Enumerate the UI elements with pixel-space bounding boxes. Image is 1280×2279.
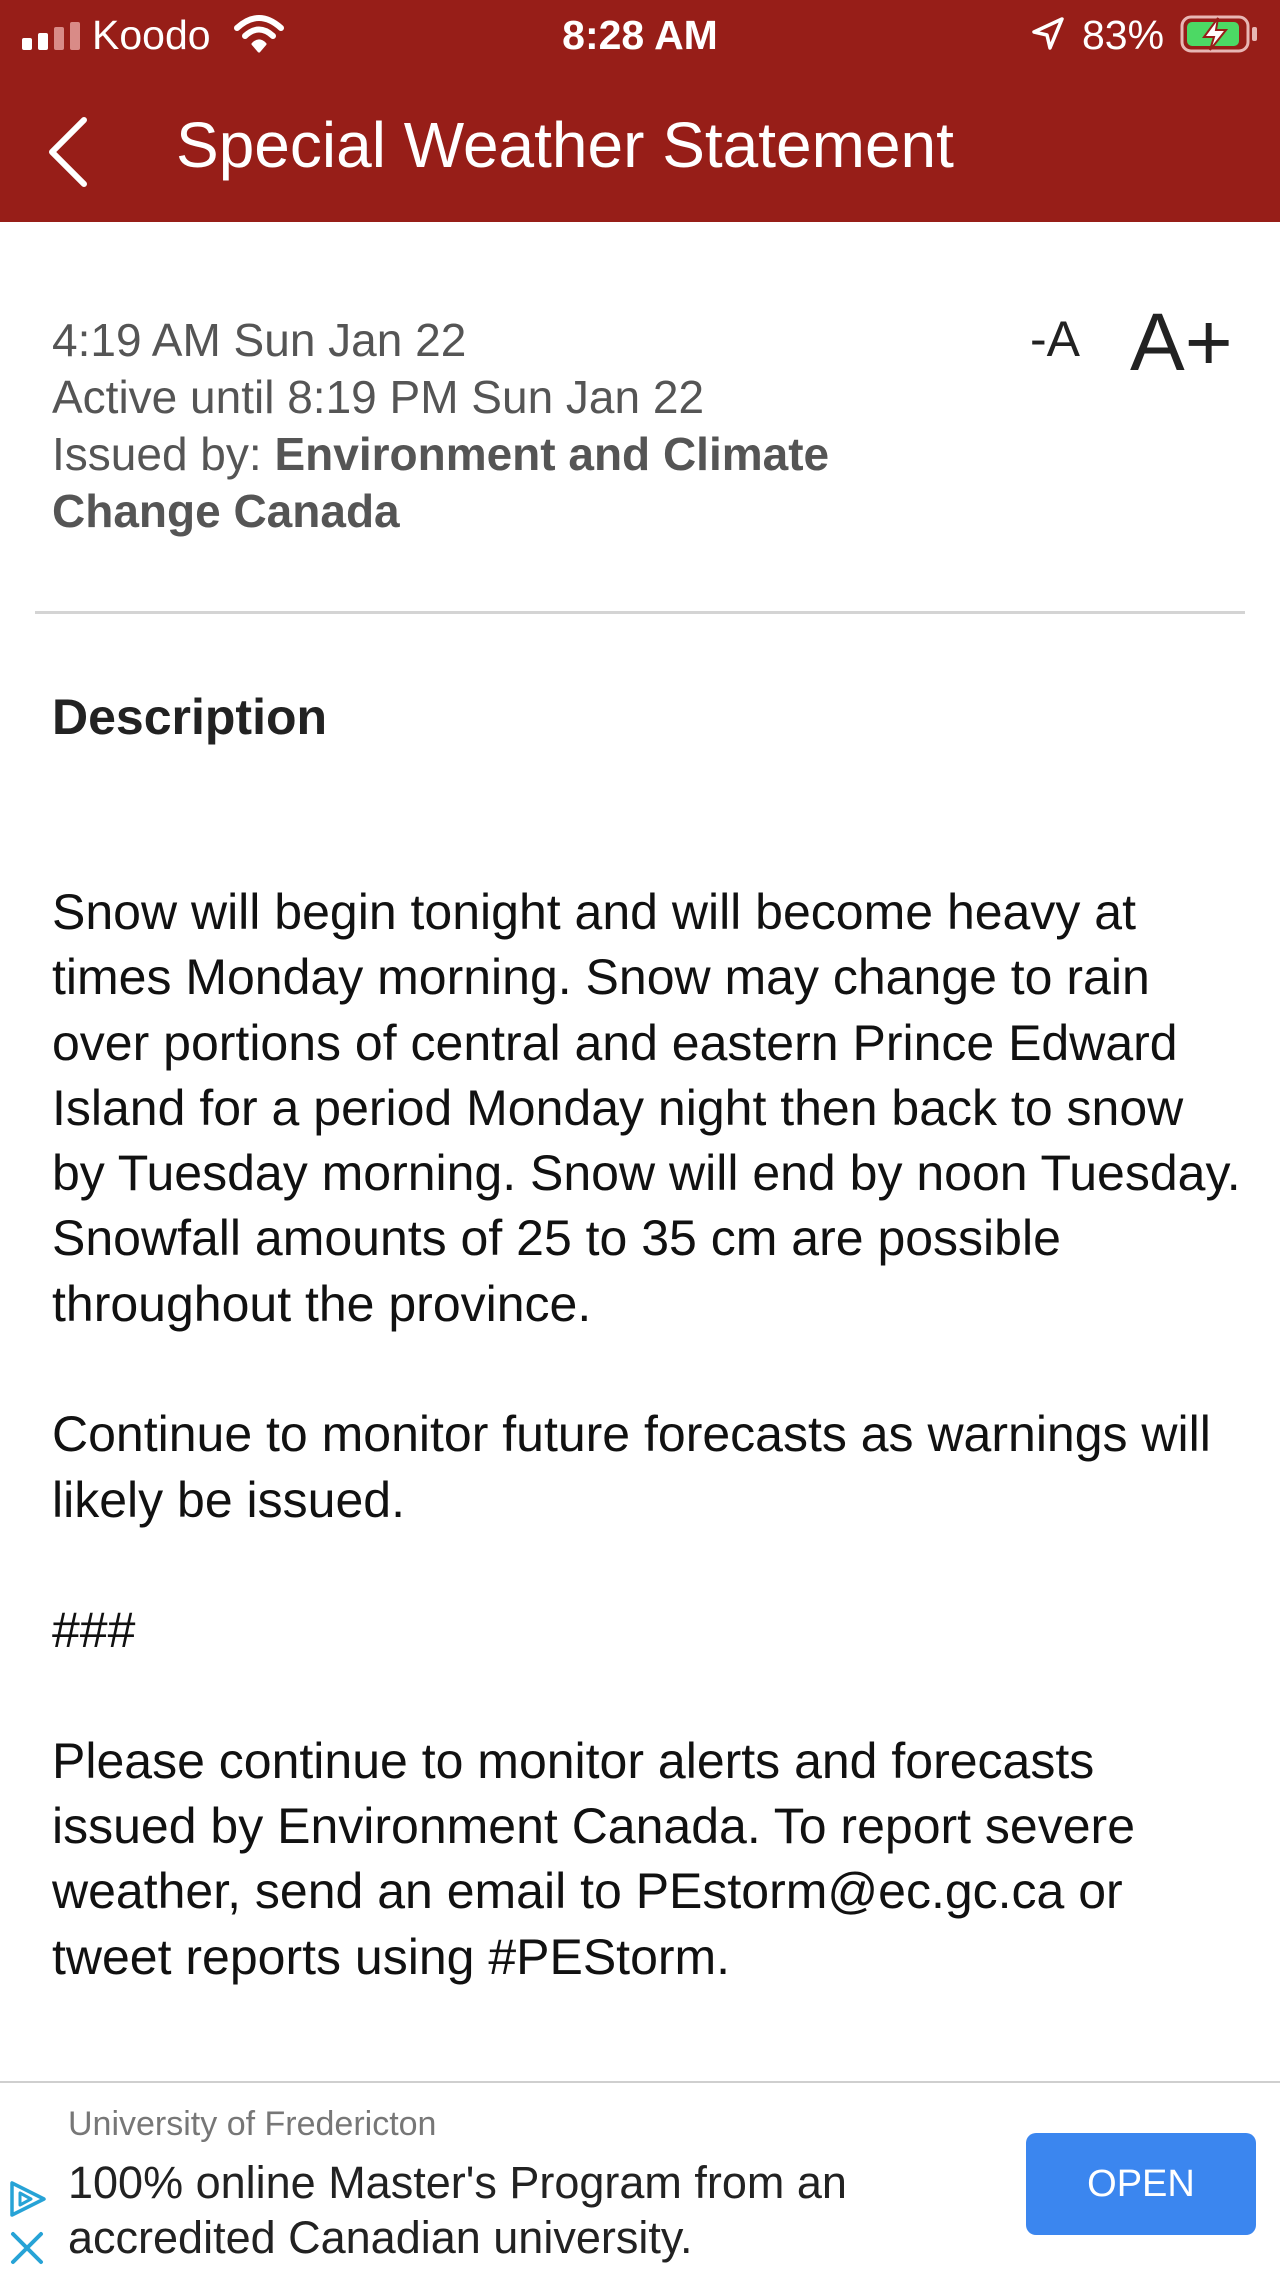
description-paragraph: Snow will begin tonight and will become heavy at times Monday morning. Snow may change to rain over portions of central and eastern Prince Edward Island for a period Monday night then back to snow by Tuesday morning. Snow will end by noon Tuesday. Snowfall amounts of 25 to 35 cm are possible throughout the province. [52,884,1241,1332]
increase-font-button[interactable]: A+ [1130,297,1233,388]
issued-by [52,426,952,540]
ad-text[interactable]: 100% online Master's Program from an accredited Canadian university. [68,2157,847,2263]
ad-sponsor: University of Fredericton [68,2105,437,2143]
description-heading: Description [52,689,328,745]
decrease-font-button[interactable]: -A [1030,311,1080,367]
alert-meta [52,312,952,540]
location-arrow-icon [1030,16,1066,52]
description-paragraph: Please continue to monitor alerts and forecasts issued by Environment Canada. To report severe weather, send an email to PEstorm@ec.gc.ca or tweet reports using #PEStorm. [52,1732,1136,1985]
status-bar [0,0,1280,70]
active-until: Active until 8:19 PM Sun Jan 22 [52,371,705,423]
app-header [0,0,1280,222]
nav-bar [0,80,1280,222]
divider [35,611,1245,614]
description-paragraph: ### [52,1602,136,1659]
battery-percent: 83% [1082,12,1165,58]
battery-charging-icon [1180,14,1260,54]
page-title: Special Weather Statement [176,109,954,181]
issuer-name: Environment and Climate Change Canada [52,428,830,537]
issued-by-label: Issued by: [52,428,275,480]
adchoices-icon[interactable] [4,2179,50,2219]
carrier-name: Koodo [92,12,211,58]
ad-close-icon[interactable] [8,2229,46,2267]
ad-open-button[interactable]: OPEN [1026,2133,1256,2235]
back-chevron-icon[interactable] [44,114,92,190]
status-time: 8:28 AM [562,12,718,58]
issued-time: 4:19 AM Sun Jan 22 [52,314,467,366]
description-body [52,880,1242,1990]
ad-banner[interactable] [0,2081,1280,2279]
description-paragraph: Continue to monitor future forecasts as warnings will likely be issued. [52,1406,1211,1528]
